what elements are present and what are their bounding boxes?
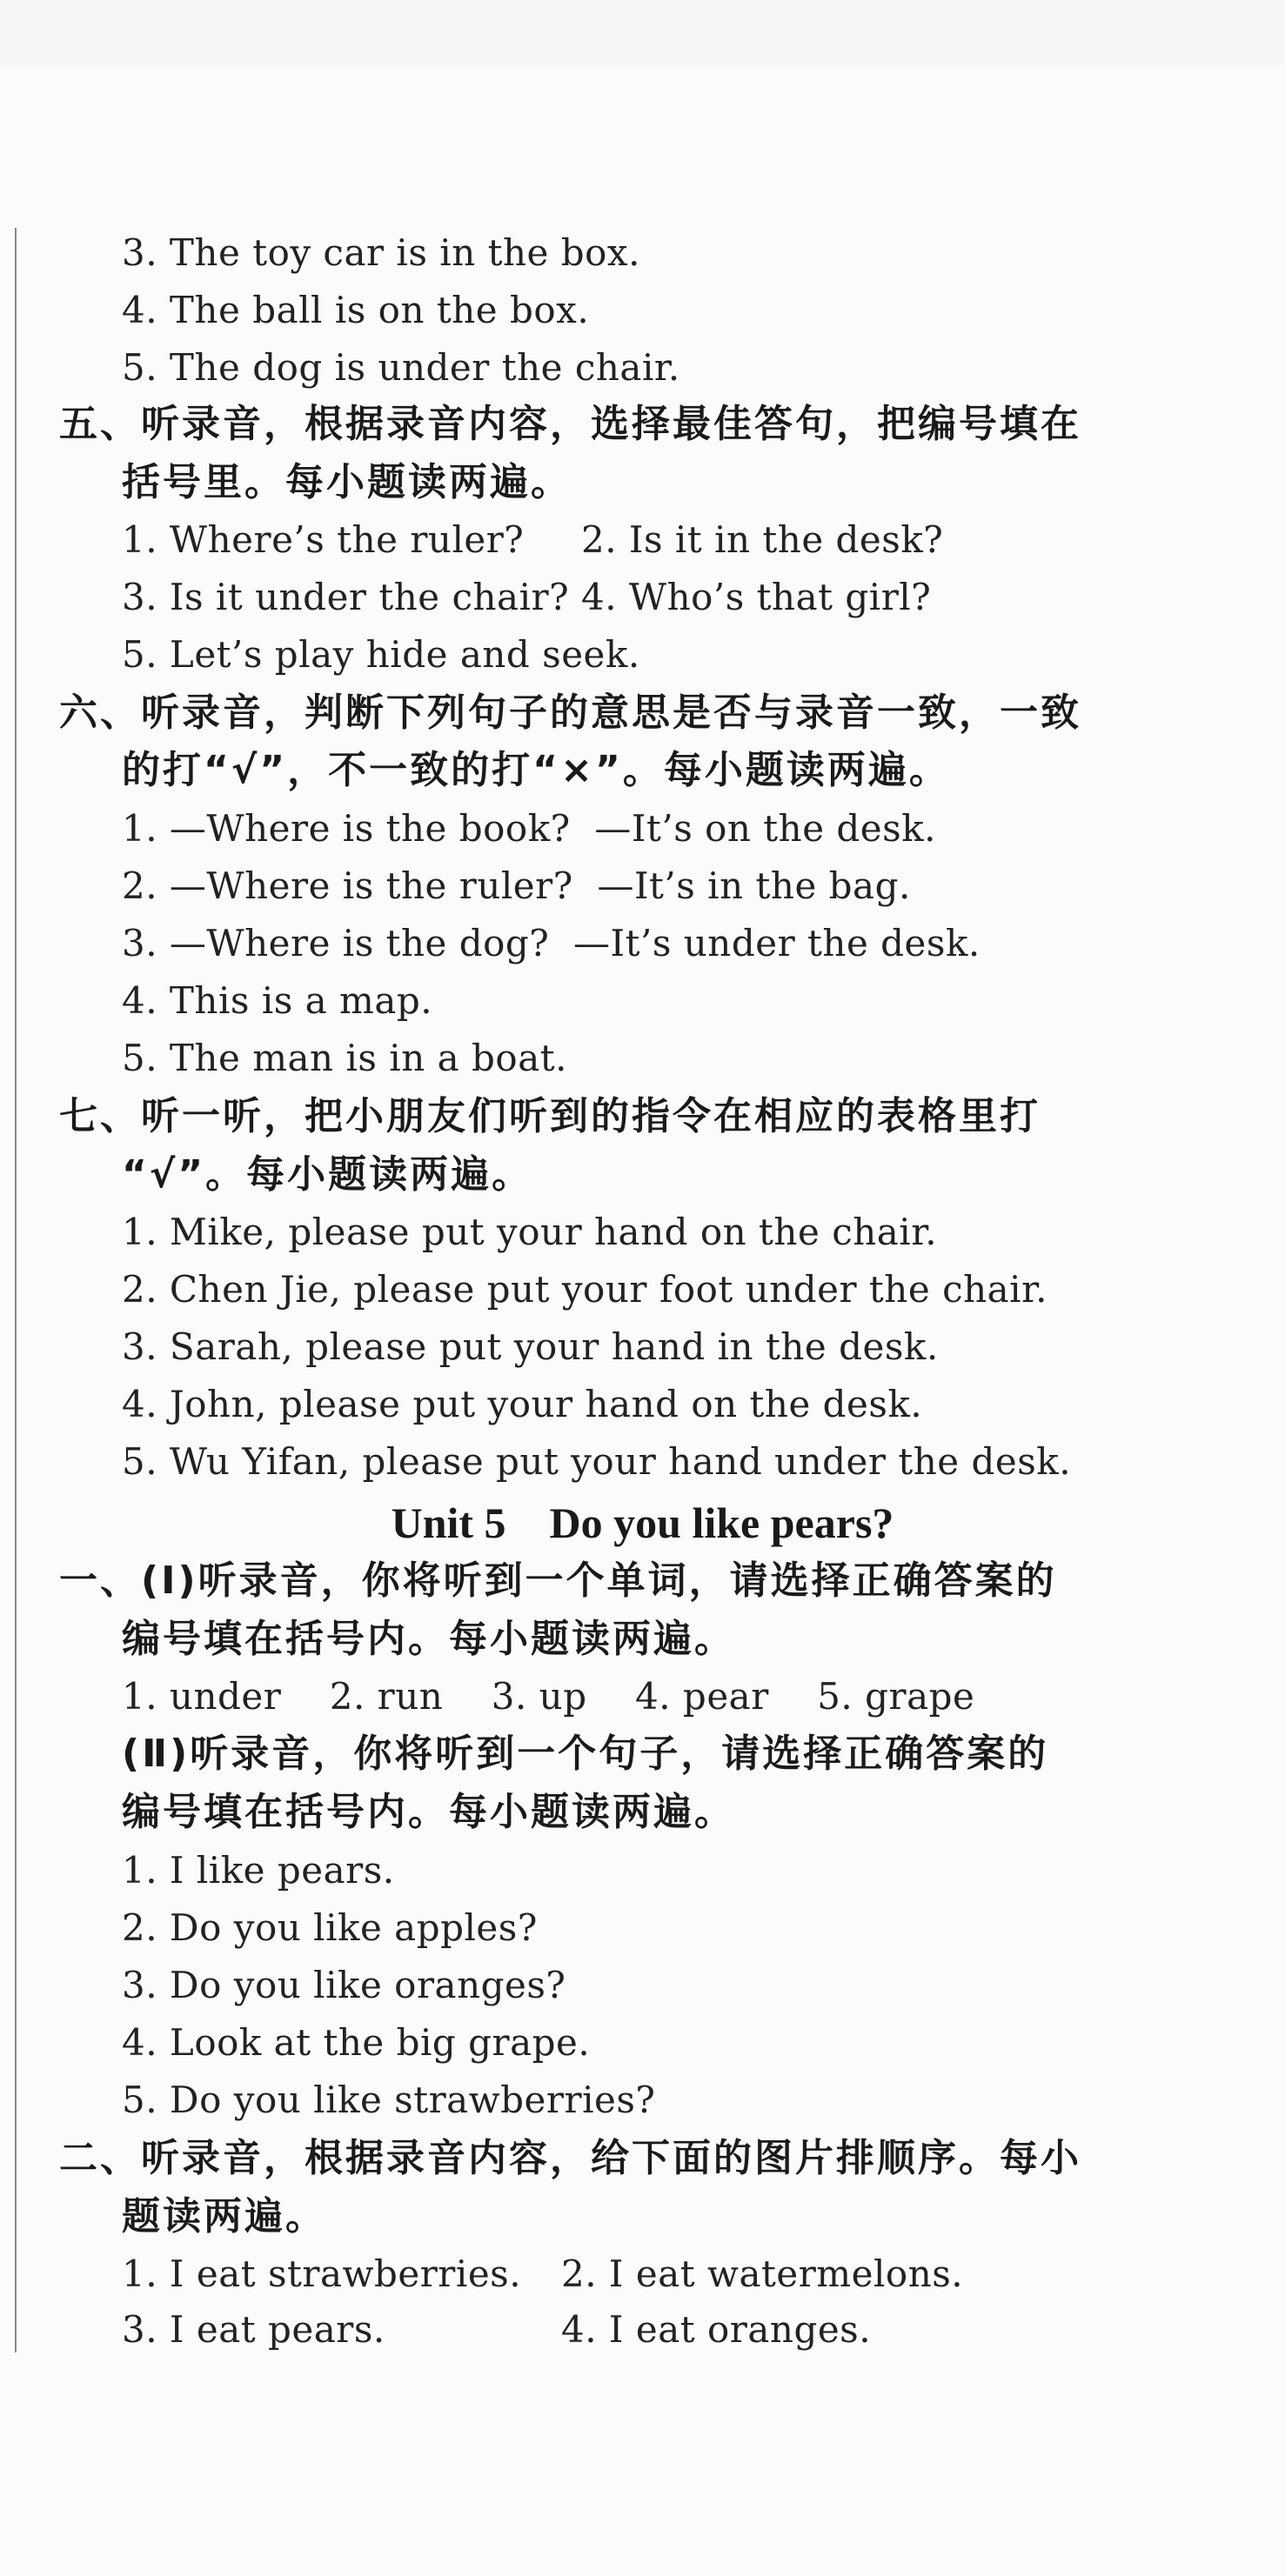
margin-rule [15, 228, 17, 2352]
section-7-item: 1. Mike, please put your hand on the chair. [122, 1211, 938, 1253]
section-5-item: 5. Let’s play hide and seek. [122, 633, 640, 676]
unit-section-1-item: 2. Do you like apples? [122, 1906, 538, 1949]
unit-section-1-item: 5. Do you like strawberries? [122, 2079, 656, 2121]
section-7-heading-cont: “√”。每小题读两遍。 [122, 1152, 533, 1197]
answer-line: 3. The toy car is in the box. [122, 231, 640, 274]
unit-section-1-heading-cont: 编号填在括号内。每小题读两遍。 [122, 1617, 735, 1661]
section-5-item: 2. Is it in the desk? [581, 518, 944, 561]
unit-section-2-item: 1. I eat strawberries. [122, 2252, 522, 2295]
unit-section-2-heading: 二、听录音，根据录音内容，给下面的图片排顺序。每小 [59, 2136, 1081, 2180]
section-6-heading: 六、听录音，判断下列句子的意思是否与录音一致，一致 [59, 691, 1081, 735]
unit-title: Unit 5 Do you like pears? [391, 1498, 894, 1547]
unit-section-1-part-2-heading: (Ⅱ)听录音，你将听到一个句子，请选择正确答案的 [122, 1732, 1049, 1776]
unit-section-2-item: 4. I eat oranges. [561, 2308, 872, 2351]
section-7-item: 2. Chen Jie, please put your foot under the chair. [122, 1268, 1047, 1311]
unit-section-1-part-2-heading-cont: 编号填在括号内。每小题读两遍。 [122, 1790, 735, 1834]
section-7-item: 4. John, please put your hand on the desk. [122, 1383, 923, 1425]
unit-section-1-item: 1. I like pears. [122, 1849, 395, 1892]
section-7-item: 5. Wu Yifan, please put your hand under the desk. [122, 1440, 1072, 1483]
section-7-heading: 七、听一听，把小朋友们听到的指令在相应的表格里打 [59, 1094, 1041, 1138]
section-5-heading: 五、听录音，根据录音内容，选择最佳答句，把编号填在 [59, 402, 1081, 446]
section-5-item: 4. Who’s that girl? [581, 576, 932, 618]
section-5-heading-cont: 括号里。每小题读两遍。 [122, 460, 572, 504]
section-6-item: 3. —Where is the dog? —It’s under the desk. [122, 922, 980, 964]
unit-section-2-heading-cont: 题读两遍。 [122, 2194, 326, 2239]
section-5-item: 1. Where’s the ruler? [122, 518, 525, 561]
section-6-item: 4. This is a map. [122, 979, 433, 1022]
answer-line: 4. The ball is on the box. [122, 289, 590, 331]
word-list: 1. under 2. run 3. up 4. pear 5. grape [122, 1675, 975, 1718]
unit-section-1-item: 3. Do you like oranges? [122, 1964, 566, 2006]
unit-section-2-item: 2. I eat watermelons. [561, 2252, 964, 2295]
section-6-item: 5. The man is in a boat. [122, 1037, 567, 1079]
section-7-item: 3. Sarah, please put your hand in the desk. [122, 1325, 939, 1368]
answer-line: 5. The dog is under the chair. [122, 346, 680, 389]
section-6-heading-cont: 的打“√”，不一致的打“×”。每小题读两遍。 [122, 748, 950, 792]
section-6-item: 2. —Where is the ruler? —It’s in the bag. [122, 864, 911, 907]
section-5-item: 3. Is it under the chair? [122, 576, 570, 618]
unit-section-2-item: 3. I eat pears. [122, 2308, 385, 2351]
unit-section-1-heading: 一、(Ⅰ)听录音，你将听到一个单词，请选择正确答案的 [59, 1558, 1057, 1603]
unit-section-1-item: 4. Look at the big grape. [122, 2021, 591, 2064]
section-6-item: 1. —Where is the book? —It’s on the desk. [122, 807, 937, 850]
